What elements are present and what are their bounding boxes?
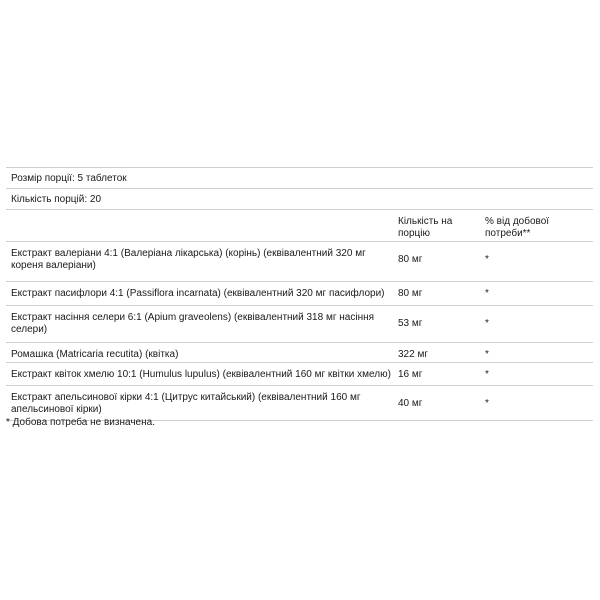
header-daily-value: % від добової потреби**: [485, 216, 550, 239]
ingredient-amount: 16 мг: [398, 369, 423, 380]
ingredient-name: Екстракт апельсинової кірки 4:1 (Цитрус китайський) (еквівалентний 160 мг апельсинової кірки): [11, 392, 361, 415]
table-row: [6, 241, 593, 281]
table-row: [6, 281, 593, 305]
ingredient-daily-value: *: [485, 288, 489, 299]
ingredient-amount: 80 мг: [398, 254, 423, 265]
supplement-facts-table: [6, 167, 593, 421]
ingredient-daily-value: *: [485, 349, 489, 360]
serving-size-text: Розмір порції: 5 таблеток: [11, 172, 127, 184]
footnote: * Добова потреба не визначена.: [6, 417, 155, 428]
ingredient-daily-value: *: [485, 318, 489, 329]
table-row: [6, 305, 593, 342]
table-row: [6, 342, 593, 362]
ingredient-amount: 322 мг: [398, 349, 428, 360]
header-amount: Кількість на порцію: [398, 216, 453, 239]
ingredient-daily-value: *: [485, 398, 489, 409]
ingredient-amount: 80 мг: [398, 288, 423, 299]
table-row: [6, 362, 593, 385]
ingredient-daily-value: *: [485, 369, 489, 380]
ingredient-name: Ромашка (Matricaria recutita) (квітка): [11, 349, 179, 360]
ingredient-name: Екстракт пасифлори 4:1 (Passiflora incarnata) (еквівалентний 320 мг пасифлори): [11, 288, 385, 299]
table-header: [6, 209, 593, 241]
ingredient-name: Екстракт валеріани 4:1 (Валеріана лікарська) (корінь) (еквівалентний 320 мг кореня валеріани): [11, 248, 366, 271]
ingredient-name: Екстракт насіння селери 6:1 (Apium graveolens) (еквівалентний 318 мг насіння селери): [11, 312, 375, 335]
ingredient-amount: 53 мг: [398, 318, 423, 329]
serving-size-row: [6, 167, 593, 188]
servings-count-text: Кількість порцій: 20: [11, 193, 102, 205]
table-row: [6, 385, 593, 421]
ingredient-amount: 40 мг: [398, 398, 423, 409]
ingredient-daily-value: *: [485, 254, 489, 265]
servings-count-row: [6, 188, 593, 209]
ingredient-name: Екстракт квіток хмелю 10:1 (Humulus lupulus) (еквівалентний 160 мг квітки хмелю): [11, 369, 391, 380]
